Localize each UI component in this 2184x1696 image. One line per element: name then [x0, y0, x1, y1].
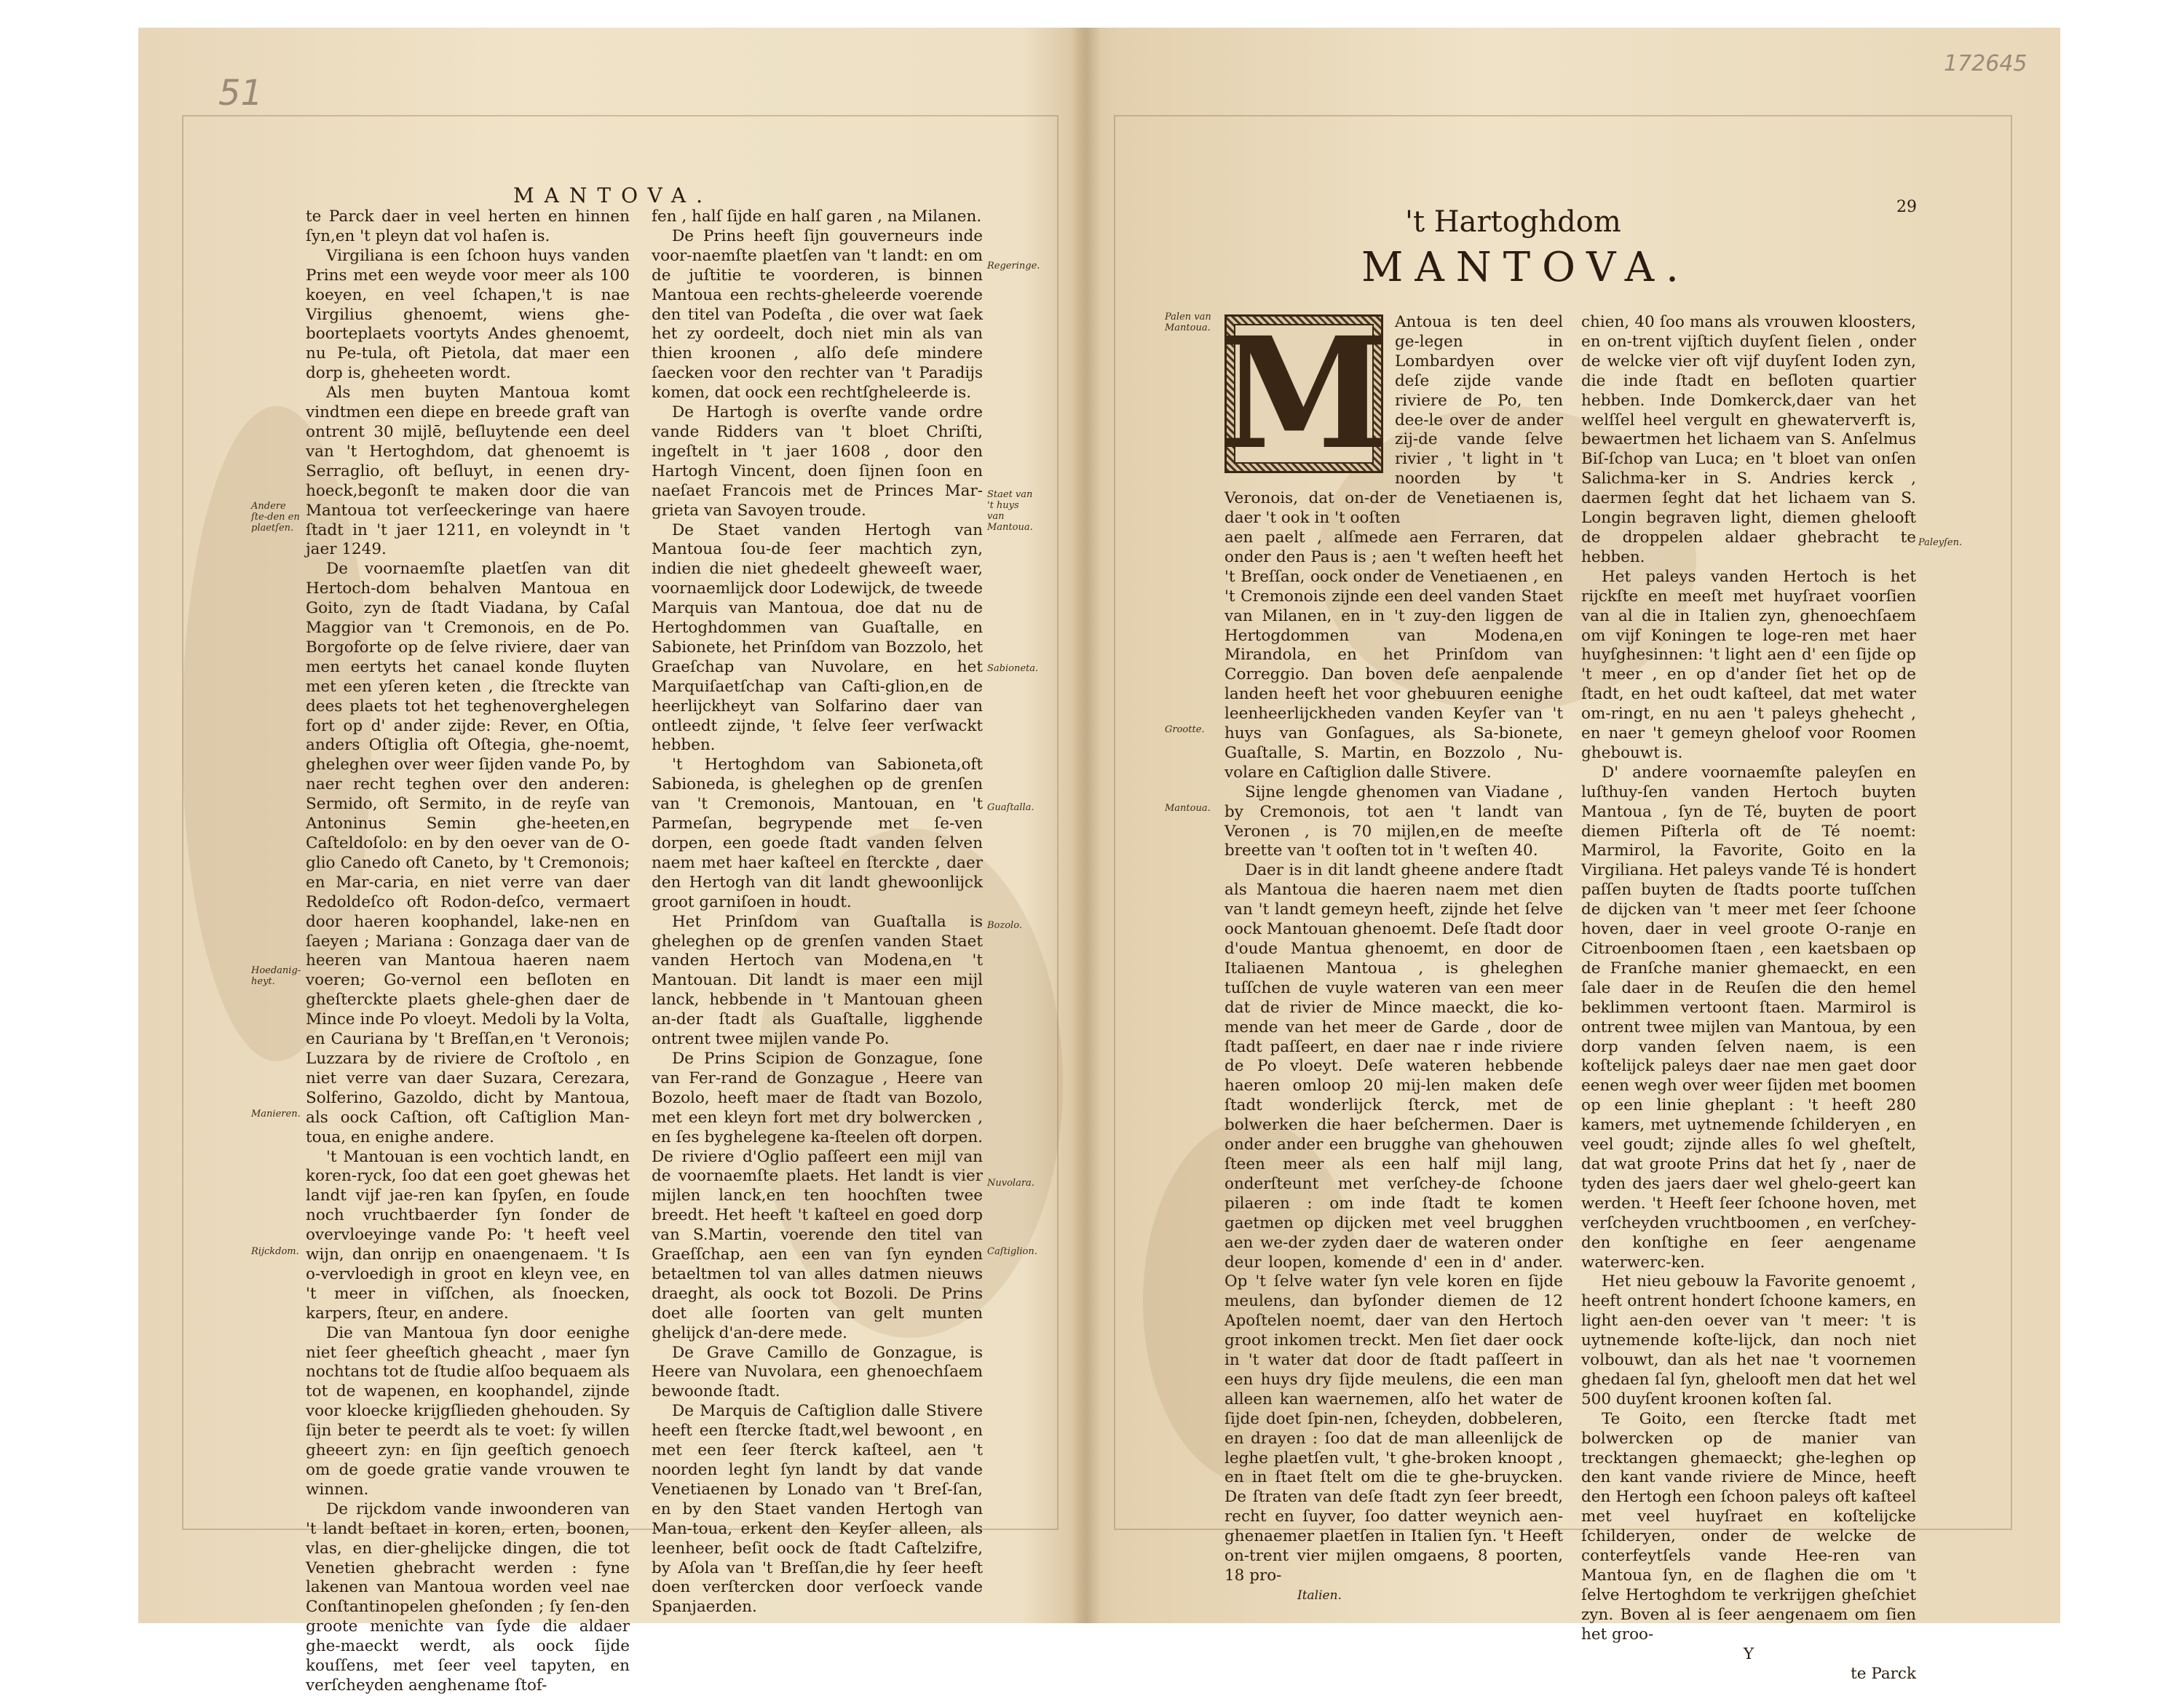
paragraph: De Grave Camillo de Gonzague, is Heere van Nuvolara, een ghenoechſaem bewoonde ſtadt.: [652, 1343, 983, 1401]
paragraph: Daer is in dit landt gheene andere ſtadt als Mantoua die haeren naem met dien van 't landt gemeyn heeft, zijnde het ſelve oock Mantouan ghenoemt. Deſe ſtadt door d'oude Mantua ghenoemt, en door de Italiaenen Mantoua , is gheleghen tuſſchen de vuyle wateren van een meer dat de rivier de Mince maeckt, die ko-mende van het meer de Garde , door de ſtadt paſſeert, en daer nae r inde riviere de Po vloeyt. Deſe wateren hebbende haeren omloop 20 mij-len maken deſe ſtadt wonderlijck ſterck, met de bolwerken die haer beſchermen. Daer is onder ander een brugghe van ghehouwen ſteen meer als een half mijl lang, onderſteunt met verſchey-de ſchoone pilaeren : om inde ſtadt te komen gaetmen op dijcken met veel brugghen aen we-der zyden daer de wateren onder deur loopen, komende d' een in d' ander. Op 't ſelve water ſyn vele koren en ſijde meulens, dan byſonder diemen de 12 Apoſtelen noemt, daer van den Hertoch groot inkomen treckt. Men ſiet daer oock in 't water dat door de ſtadt paſſeert in een huys dry ſijde meulens, die een man alleen kan waernemen, alſo het water de ſijde doet ſpin-nen, ſcheyden, dobbeleren, en drayen : ſoo dat de man alleenlijck de leghe plaetſen vult, 't ghe-broken knoopt , en in ſtaet ſtelt om die te ghe-bruycken. De ſtraten van deſe ſtadt zyn ſeer breedt, recht en ſuyver, ſoo datter weynich aen-ghenaemer plaetſen in Italien ſyn. 't Heeft on-trent vier mijlen omgaens, 8 poorten, 18 pro-: [1224, 861, 1563, 1585]
margin-note: Sabioneta.: [987, 663, 1039, 674]
margin-note: Guaſtalla.: [987, 802, 1034, 813]
paragraph: 't Mantouan is een vochtich landt, en koren-ryck, ſoo dat een goet ghewas het landt vijf jae-ren kan ſpyſen, en ſoude noch vruchtbaerder ſyn ſonder de overvloeyinge vande Po: 't heeft veel wijn, dan onrijp en onaengenaem. 't Is o-vervloedigh in groot en kleyn vee, en 't meer in viſſchen, als ſnoecken, karpers, ſteur, en andere.: [306, 1147, 630, 1323]
margin-note: Palen van Mantoua.: [1165, 312, 1211, 333]
pencil-note-left: 51: [218, 73, 264, 114]
signature-mark: Y: [1743, 1644, 1754, 1663]
paragraph: Als men buyten Mantoua komt vindtmen een diepe en breede graft van ontrent 30 mijlē, beſluytende een deel van 't Hertoghdom, dat ghenoemt is Serraglio, oft beſluyt, in eenen dry-hoeck,begonſt te maken door die van Mantoua tot verſeeckeringe van haere ſtadt in 't jaer 1211, en voleyndt in 't jaer 1249.: [306, 384, 630, 559]
margin-note: Hoedanig-heyt.: [251, 965, 301, 987]
margin-note: Manieren.: [251, 1109, 301, 1120]
right-column-1: [1219, 304, 1563, 1606]
drop-cap-ornament: [1219, 304, 1389, 483]
margin-note: Nuvolara.: [987, 1178, 1034, 1189]
left-column-1: [306, 207, 630, 1696]
paragraph: 't Hertoghdom van Sabioneta,oft Sabioneda, is gheleghen op de grenſen van 't Cremonois, Mantouan, en 't Parmeſan, begrypende met ſe-ven dorpen, een goede ſtadt vanden ſelven naem met haer kaſteel en ſterckte , daer den Hertogh van dit landt ghewoonlijck groot garniſoen in houdt.: [652, 756, 983, 911]
margin-note: Grootte.: [1165, 724, 1205, 735]
paragraph: De voornaemſte plaetſen van dit Hertoch-dom behalven Mantoua en Goito, zyn de ſtadt Viadana, by Caſal Maggior van 't Cremonois, en de Po. Borgoforte op de ſelve riviere, daer van men eertyts het canael konde ſluyten met een yſeren keten , die ſtreckte van dees plaets tot het teghenoverghelegen fort op d' ander zijde: Rever, en Oſtia, anders Oſtiglia oft Oſtegia, ghe-noemt, gheleghen over weer ſijden vande Po, by naer recht teghen over den anderen: Sermido, oft Sermito, in de reyſe van Antoninus Semin ghe-heeten,en Caſteldoſolo: en by den oever van de O-glio Canedo oft Caneto, by 't Cremonois; en Mar-caria, en niet verre van daer Redoldeſco oft Rodon-deſco, vermaert door haeren koophandel, lake-nen en ſaeyen ; Mariana : Gonzaga daer van de heeren van Mantoua haeren naem voeren; Go-vernol een beſloten en gheſterckte plaets ghele-ghen daer de Mince inde Po vloeyt. Medoli by la Volta, en Cauriana by 't Breſſan,en 't Veronois; Luzzara by de riviere de Croſtolo , en niet verre van daer Suzara, Cerezara, Solferino, Gazoldo, dicht by Mantoua, als oock Caſtion, oft Caſtiglion Man-toua, en enighe andere.: [306, 560, 630, 1146]
paragraph: De rijckdom vande inwoonderen van 't landt beſtaet in koren, erten, boonen, vlas, en dier-ghelijcke dingen, die tot Venetien ghebracht werden : fyne lakenen van Mantoua worden veel nae Conſtantinopelen gheſonden ; ſy ſen-den groote menichte van ſyde die aldaer ghe-maeckt werdt, als oock ſijde kouſſens, met ſeer veel tapyten, en verſcheyden aenghename ſtof-: [306, 1499, 630, 1695]
page-number: 29: [1896, 198, 1917, 216]
paragraph: De Marquis de Caſtiglion dalle Stivere heeft een ſtercke ſtadt,wel bewoont , en met een ſeer ſterck kaſteel, aen 't noorden leght ſyn landt by dat vande Venetiaenen by Lonado van 't Breſ-ſan, en by den Staet vanden Hertogh van Man-toua, erkent den Keyſer alleen, als leenheer, beſit oock de ſtadt Caſtelzifre, by Aſola van 't Breſſan,die hy ſeer heeft doen verſtercken door verſoeck vande Spanjaerden.: [652, 1402, 983, 1617]
margin-note: Bozolo.: [987, 920, 1022, 931]
paragraph: D' andere voornaemſte paleyſen en luſthuy-ſen vanden Hertoch buyten Mantoua , ſyn de Té, buyten de poort diemen Piſterla oft de Té noemt: Marmirol, la Favorite, Goito en la Virgiliana. Het paleys vande Té is hondert paſſen buyten de ſtadts poorte tuſſchen de dijcken van 't meer met ſeer ſchoone hoven, daer in veel groote O-ranje en Citroenboomen ſtaen , een kaetsbaen op de Franſche manier ghemaeckt, en een ſale daer in de Reuſen die den hemel beklimmen vertoont ſtaen. Marmirol is ontrent twee mijlen van Mantoua, by een dorp vanden ſelven naem, is een koſtelijck paleys daer nae men gaet door eenen wegh over weer ſijden met boomen op een linie gheplant : 't heeft 280 kamers, met uytnemende ſchilderyen , en veel goudt; zijnde alles ſo wel gheſtelt, dat wat groote Prins dat het ſy , naer de tyden des jaers daer wel ghelo-geert kan werden. 't Heeft ſeer ſchoone hoven, met verſcheyden vruchtboomen , en verſchey-den konſtighe en ſeer aengename waterwerc-ken.: [1581, 763, 1916, 1272]
paragraph: Het Prinſdom van Guaſtalla is gheleghen op de grenſen vanden Staet vanden Hertoch van Modena,en 't Mantouan. Dit landt is maer een mijl lanck, hebbende in 't Mantouan gheen an-der ſtadt als Guaſtalle, ligghende ontrent twee mijlen vande Po.: [652, 912, 983, 1049]
right-column-2: [1581, 313, 1916, 1684]
paragraph: te Parck daer in veel herten en hinnen ſyn,en 't pleyn dat vol haſen is.: [306, 207, 630, 245]
paragraph: Virgiliana is een ſchoon huys vanden Prins met een weyde voor meer als 100 koeyen, en veel ſchapen,'t is nae Virgilius ghenoemt, wiens ghe-boorteplaets voortyts Andes ghenoemt, nu Pe-tula, oft Pietola, dat maer een dorp is, gheheeten wordt.: [306, 246, 630, 383]
paragraph: Die van Mantoua ſyn door eenighe niet ſeer gheeſtich gheacht , maer ſyn nochtans tot de ſtudie alſoo bequaem als tot de wapenen, en koophandel, zijnde voor kloecke krijgſlieden ghehouden. Sy ſijn beter te peerdt als te voet: ſy willen gheeert zyn: en ſijn geeſtich genoech om de goede gratie vande vrouwen te winnen.: [306, 1323, 630, 1499]
paragraph: De Prins Scipion de Gonzague, ſone van Fer-rand de Gonzague , Heere van Bozolo, heeft maer de ſtadt van Bozolo, met een kleyn fort met dry bolwercken , en ſes byghelegene ka-ſteelen oft dorpen. De riviere d'Oglio paſſeert een mijl van de voornaemſte plaets. Het landt is vier mijlen lanck,en ten hoochſten twee breedt. Het heeft 't kaſteel en goed dorp van S.Martin, voerende den titel van Graeſſchap, aen een van ſyn eynden betaeltmen tol van alles datmen nieuws draeght, als oock tot Bozoli. De Prins doet alle ſoorten van gelt munten ghelijck d'an-dere mede.: [652, 1049, 983, 1342]
margin-note: Caſtiglion.: [987, 1246, 1037, 1257]
margin-note: Paleyſen.: [1918, 537, 1963, 548]
paragraph: aen paelt , alſmede aen Ferraren, dat onder den Paus is ; aen 't weſten heeft het 't Breſſan, oock onder de Venetiaenen , en 't Cremonois zijnde een deel vanden Staet van Milanen, en in 't zuy-den liggen de Hertogdommen van Modena,en Mirandola, en het Prinſdom van Correggio. Dan boven deſe aenpalende landen heeft het voor ghebuuren eenighe leenheerlijckheden vanden Keyſer van 't huys van Gonſagues, als Sa-bionete, Guaſtalle, S. Martin, en Bozzolo , Nu-volare en Caſtiglion dalle Stivere.: [1224, 528, 1563, 782]
drop-cap-letter: M: [1219, 304, 1389, 483]
running-head: MANTOVA.: [513, 183, 713, 207]
margin-note: Staet van 't huys van Mantoua.: [987, 489, 1033, 533]
left-column-2: [652, 207, 983, 1617]
center-fold: [1072, 28, 1101, 1623]
margin-note: Rijckdom.: [251, 1246, 299, 1257]
paragraph: fen , halſ ſijde en halſ garen , na Milanen.: [652, 207, 982, 226]
paragraph: Sijne lengde ghenomen van Viadane , by Cremonois, tot aen 't landt van Veronen , is 70 mijlen,en de meeſte breette van 't ooſten tot in 't weſten 40.: [1224, 782, 1563, 860]
paragraph: Antoua is ten deel ge-legen in Lombardyen over deſe zijde vande riviere de Po, ten dee-le over de ander zij-de vande ſelve rivier , 't light in 't noorden by 't Veronois, dat on-der de Venetiaenen is, daer 't ook in 't ooſten: [1224, 313, 1563, 528]
catchword: te Parck: [1851, 1664, 1916, 1683]
drop-cap-frame: [1219, 304, 1389, 483]
margin-note: Mantoua.: [1165, 803, 1211, 814]
paragraph: De Prins heeft ſijn gouverneurs inde voor-naemſte plaetſen van 't landt: en om de juſtitie te voorderen, is binnen Mantoua een rechts-gheleerde voerende den titel van Podeſta , die over wat ſaek het zy oordeelt, doch niet min als van thien kroonen , alſo deſe mindere ſaecken voor den rechter van 't Paradijs komen, dat oock een rechtſgheleerde is.: [652, 226, 983, 403]
paragraph: Het nieu gebouw la Favorite genoemt , heeft ontrent hondert ſchoone kamers, en light aen-den oever van 't meer: 't is uytnemende koſte-lijck, dan noch niet volbouwt, dan als het nae 't voornemen ghedaen ſal ſyn, ghelooft men dat het wel 500 duyſent kroonen koſten ſal.: [1581, 1272, 1916, 1408]
paragraph: Het paleys vanden Hertoch is het rijckſte en meeſt met huyſraet voorſien van al die in Italien zyn, ghenoechſaem om vijf Koningen te loge-ren met haer huyſghesinnen: 't light aen d' een ſijde op 't meer , en op d'ander ſiet het op de ſtadt, en het oudt kaſteel, dat met water om-ringt, en nu aen 't paleys ghehecht , en naer 't gemeyn gheloof voor Roomen ghebouwt is.: [1581, 567, 1916, 762]
paragraph: De Hartogh is overſte vande ordre vande Ridders van 't bloet Chriſti, ingeſtelt in 't jaer 1608 , door den Hartogh Vincent, doen ſijnen ſoon en naeſaet Francois met de Princes Mar-grieta van Savoyen troude.: [652, 403, 983, 520]
paragraph: Te Goito, een ſtercke ſtadt met bolwercken op de manier van trecktangen ghemaeckt; ghe-leghen op den kant vande riviere de Mince, heeft den Hertogh een ſchoon paleys oft kaſteel met veel huyſraet en koſtelijcke ſchilderyen, onder de welcke de conterfeytſels vande Hee-ren van Mantoua ſyn, en de ſlaghen die om 't ſelve Hertoghdom te verkrijgen gheſchiet zyn. Boven al is ſeer aengenaem om ſien het groo-: [1581, 1409, 1916, 1644]
title-large: MANTOVA.: [1361, 244, 1690, 291]
pencil-note-right: 172645: [1944, 51, 2027, 76]
paragraph: De Staet vanden Hertogh van Mantoua ſou-de ſeer machtich zyn, indien die niet ghedeelt gheweeſt waer, voornaemlijck door Lodewijck, de tweede Marquis van Mantoua, doe dat nu de Hertoghdommen van Guaſtalle, en Sabionete, het Prinſdom van Bozzolo, het Graeſchap van Nuvolare, en het Marquiſaetſchap van Caſti-glion,en de heerlijckheyt van Solfarino daer van ontleedt zijnde, 't ſelve ſeer verſwackt hebben.: [652, 520, 983, 755]
title-small: 't Hartoghdom: [1405, 205, 1621, 239]
paragraph: chien, 40 ſoo mans als vrouwen kloosters, en on-trent vijſtich duyſent ſielen , onder de welcke vier oft vijf duyſent Ioden zyn, die inde ſtadt en beſloten quartier hebben. Inde Domkerck,daer van het welſſel heel vergult en ghewaterverft is, bewaertmen het lichaem van S. Anſelmus Biſ-ſchop van Luca; en 't bloet van onſen Salichma-ker in S. Andries kerck , daermen ſeght dat het lichaem van S. Longin begraven light, diemen ghelooft de droppelen aldaer ghebracht te hebben.: [1581, 313, 1916, 566]
margin-note: Andere ſte-den en plaetſen.: [251, 501, 300, 534]
margin-note: Regeringe.: [987, 261, 1040, 272]
footer-word: Italien.: [1297, 1588, 1342, 1603]
